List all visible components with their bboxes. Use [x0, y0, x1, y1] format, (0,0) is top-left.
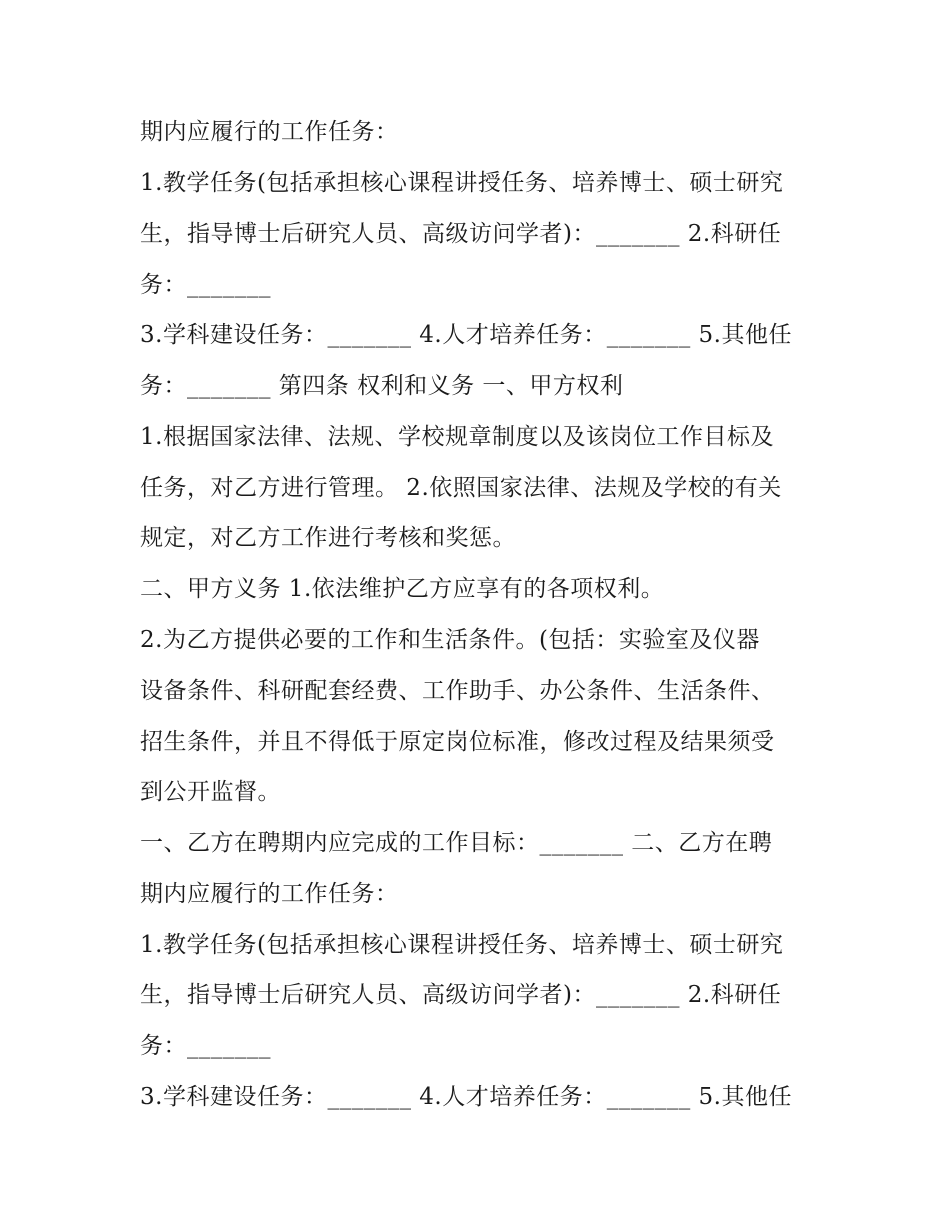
text-line: 2.为乙方提供必要的工作和生活条件。(包括：实验室及仪器 — [140, 627, 760, 653]
text-line: 1.根据国家法律、法规、学校规章制度以及该岗位工作目标及 — [140, 424, 774, 450]
text-line: 1.教学任务(包括承担核心课程讲授任务、培养博士、硕士研究 — [140, 170, 784, 196]
text-line: 设备条件、科研配套经费、工作助手、办公条件、生活条件、 — [140, 678, 775, 704]
text-line: 规定，对乙方工作进行考核和奖惩。 — [140, 525, 516, 551]
text-line: 期内应履行的工作任务： — [140, 119, 399, 145]
text-line: 到公开监督。 — [140, 779, 281, 805]
text-line: 3.学科建设任务：_______ 4.人才培养任务：_______ 5.其他任 — [140, 322, 792, 348]
text-line: 3.学科建设任务：_______ 4.人才培养任务：_______ 5.其他任 — [140, 1084, 792, 1110]
text-line: 任务，对乙方进行管理。 2.依照国家法律、法规及学校的有关 — [140, 475, 782, 501]
text-line: 期内应履行的工作任务： — [140, 881, 399, 907]
text-line: 务：_______ — [140, 1033, 271, 1059]
text-line: 1.教学任务(包括承担核心课程讲授任务、培养博士、硕士研究 — [140, 932, 784, 958]
text-line: 务：_______ — [140, 272, 271, 298]
text-line: 招生条件，并且不得低于原定岗位标准，修改过程及结果须受 — [140, 729, 775, 755]
text-line: 务：_______ 第四条 权利和义务 一、甲方权利 — [140, 373, 624, 399]
text-line: 生，指导博士后研究人员、高级访问学者)：_______ 2.科研任 — [140, 982, 782, 1008]
text-line: 二、甲方义务 1.依法维护乙方应享有的各项权利。 — [140, 576, 665, 602]
text-line: 生，指导博士后研究人员、高级访问学者)：_______ 2.科研任 — [140, 221, 782, 247]
text-line: 一、乙方在聘期内应完成的工作目标：_______ 二、乙方在聘 — [140, 830, 773, 856]
